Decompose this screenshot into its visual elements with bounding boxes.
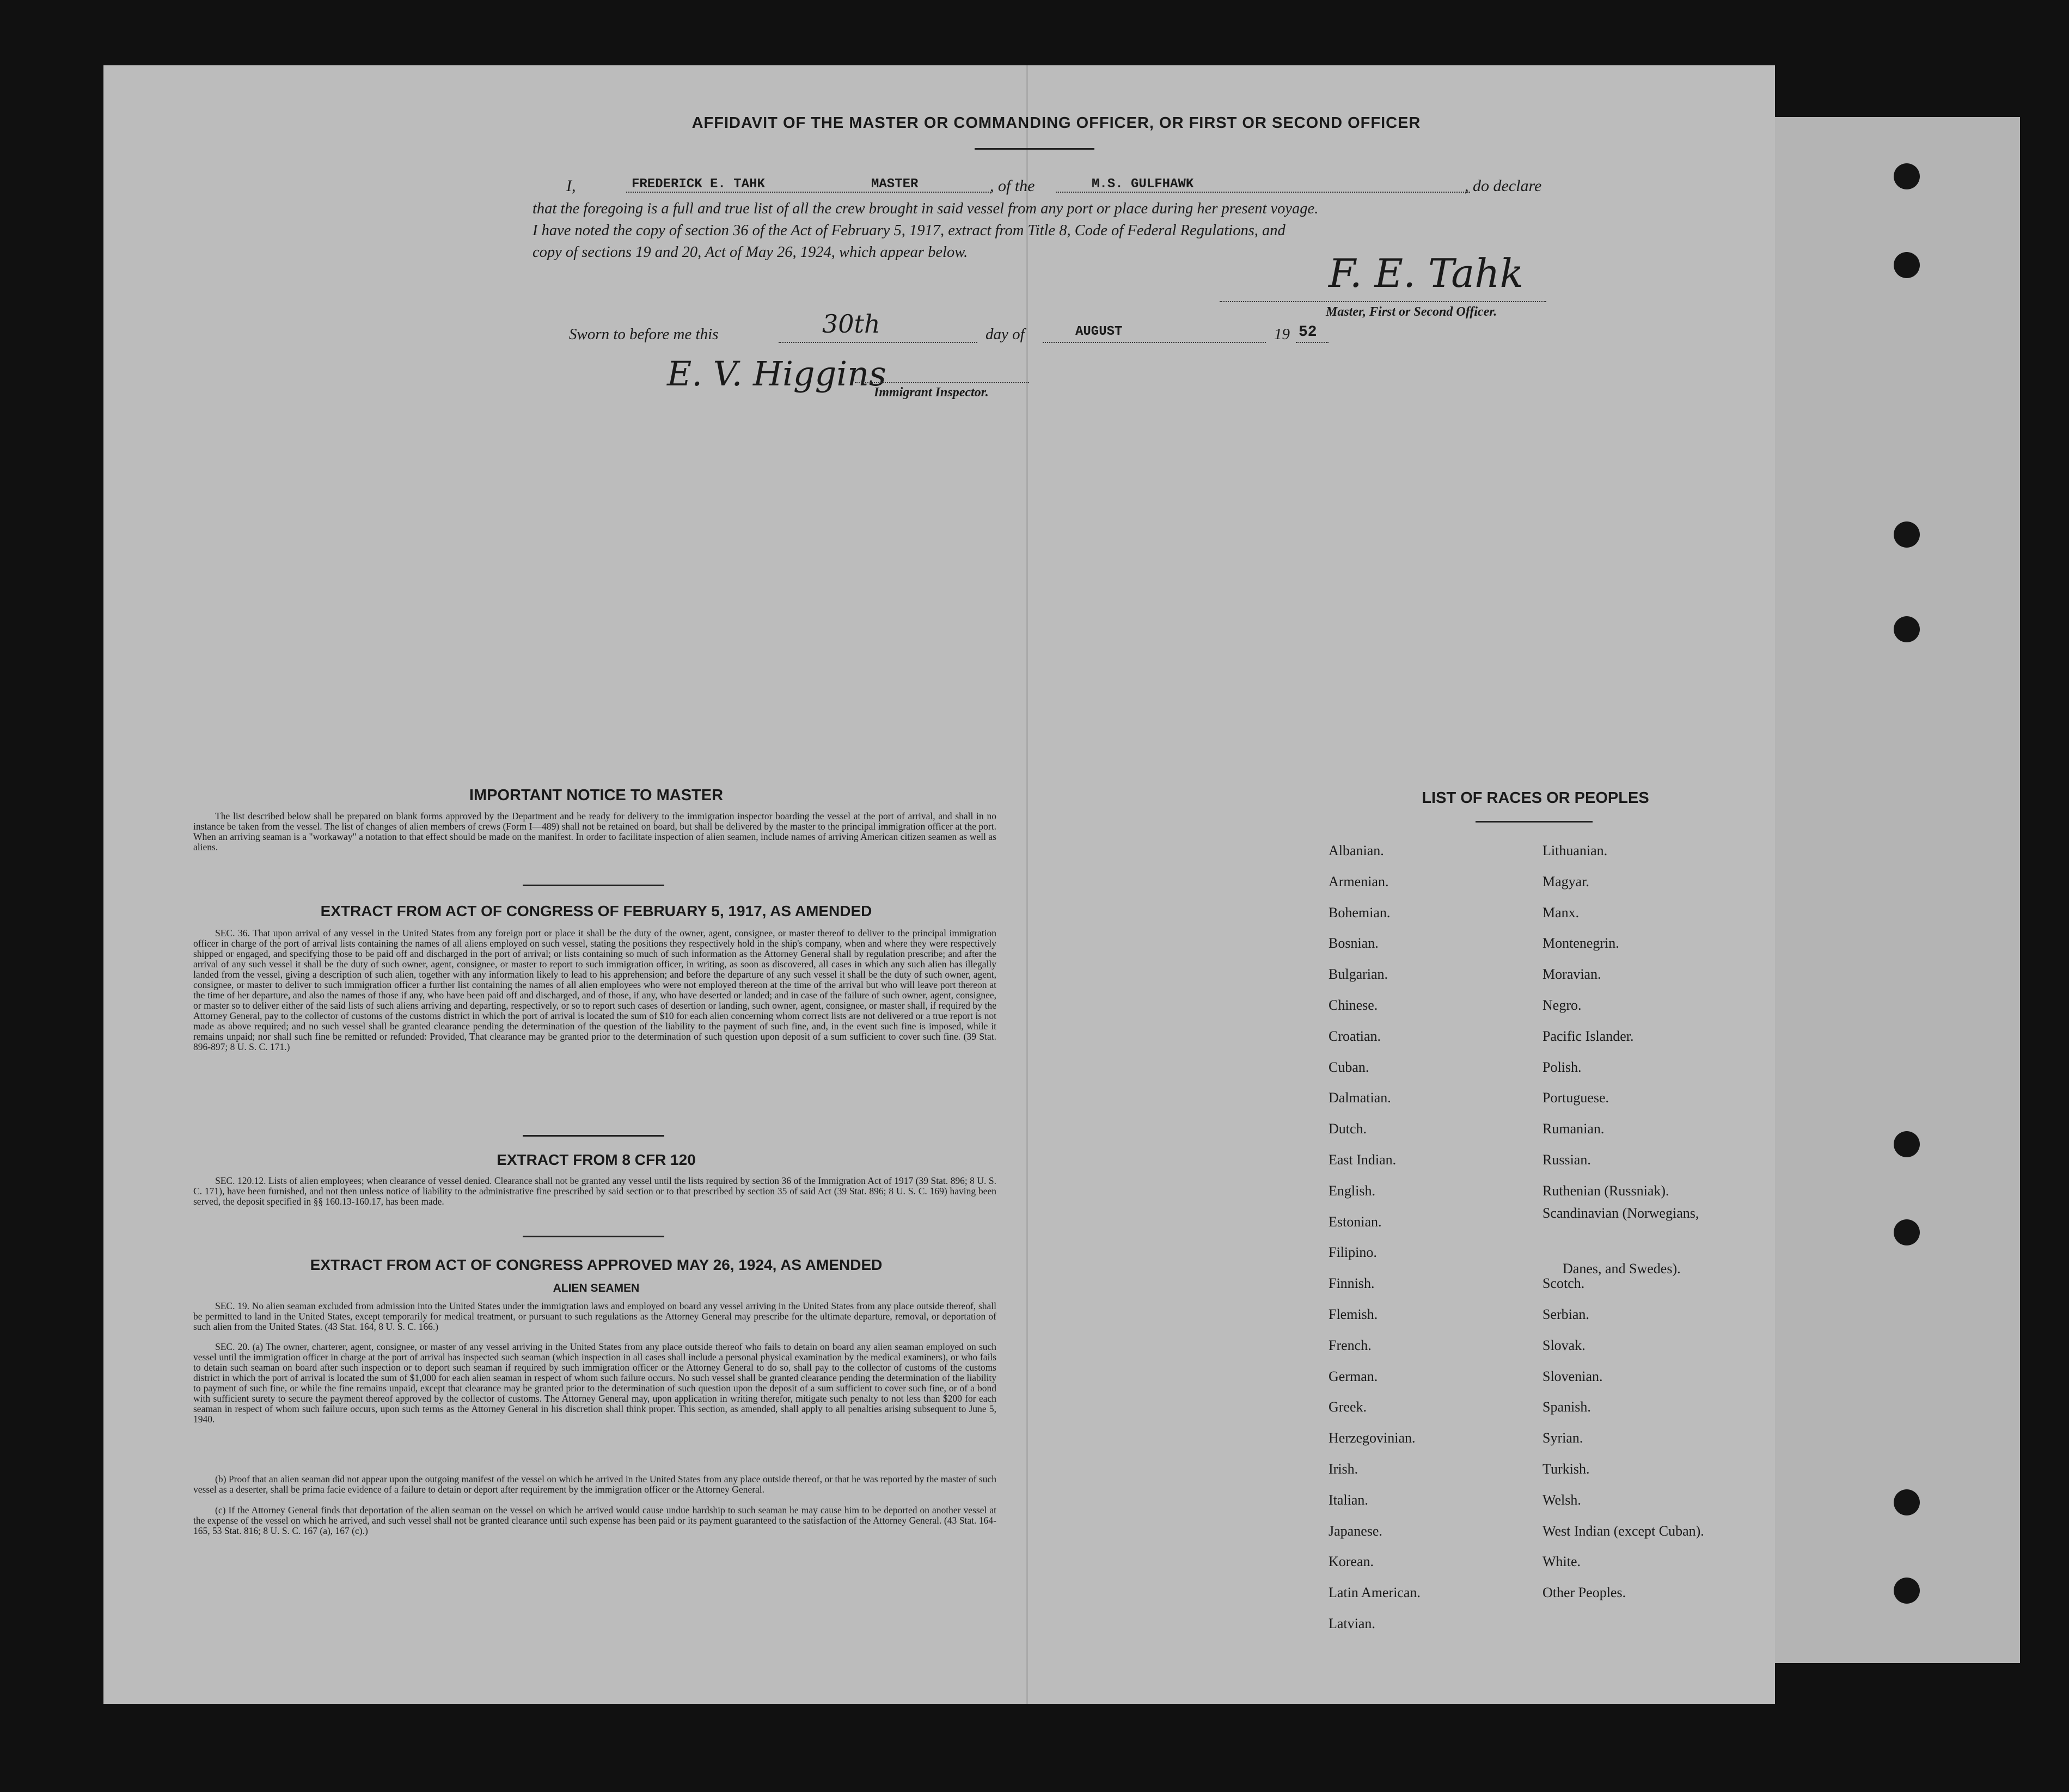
race-item: Negro. [1542,997,1582,1013]
extract-1924-sec20: SEC. 20. (a) The owner, charterer, agent, consignee, or master of any vessel arriving in the United States from any place outside thereof who fails to detain on board any alien seaman employed on such vessel until the immigration officer in charge at the port of arrival has inspected such seaman (which inspection in all cases shall include a personal physical examination by the medical examiners), or who fails to detain such seaman on board after such inspection or to deport such seaman if required by such immigration officer or the Attorney General to do so, shall pay to the collector of customs of the customs district in which the port of arrival is located the sum of $1,000 for each alien seaman in respect of whom such failure occurs. No such vessel shall be granted clearance pending the determination of the liability to payment of such fine, or while the fine remains unpaid, except that clearance may be granted prior to the determination of such question upon the deposit of a sum sufficient to cover such fine, or of a bond with sufficient surety to secure the payment thereof approved by the collector of customs. The Attorney General may, upon application in writing therefor, mitigate such penalty to not less than $200 for each seaman in respect of whom such failure occurs, upon such terms as the Attorney General in his discretion shall think proper. This section, as amended, shall apply to all penalties arising subsequent to June 5, 1940. [193,1341,996,1425]
race-item: Serbian. [1542,1306,1589,1322]
year-line [1296,342,1329,343]
master-signature-caption: Master, First or Second Officer. [1326,305,1497,319]
race-item: Herzegovinian. [1329,1430,1416,1446]
race-item: Irish. [1329,1461,1358,1477]
race-item: Manx. [1542,904,1580,920]
extract-cfr-title: EXTRACT FROM 8 CFR 120 [497,1151,696,1168]
race-item: Scotch. [1542,1275,1585,1292]
center-fold [1026,65,1028,1704]
inspector-caption: Immigrant Inspector. [874,385,989,400]
race-item: Montenegrin. [1542,935,1619,952]
sworn-month: AUGUST [1075,324,1123,339]
punch-hole [1894,1578,1920,1604]
extract-1924-b: (b) Proof that an alien seaman did not appear upon the outgoing manifest of the vessel on which he arrived in the United States from any place outside thereof, or that he was reported by the master of such vessel as a deserter, shall be prima facie evidence of a failure to detain or deport after requirement by the immigration officer or the Attorney General. [193,1474,996,1495]
divider [523,1135,664,1137]
race-item: Turkish. [1542,1461,1590,1477]
punch-hole [1894,1219,1920,1245]
divider [523,885,664,886]
race-item: Japanese. [1329,1523,1382,1539]
form-sheet [103,65,1775,1704]
of-the-label: , of the [990,177,1035,195]
race-item: Welsh. [1542,1492,1581,1508]
race-item: Bohemian. [1329,904,1391,920]
race-item: Ruthenian (Russniak). [1542,1182,1669,1199]
notice-body: The list described below shall be prepared on blank forms approved by the Department and be ready for delivery to the immigration inspector boarding the vessel at the port of arrival, and shall in no instance be taken from the vessel. The list of changes of alien members of crews (Form I—489) shall not be retained on board, but shall be delivered by the master to the principal immigration officer at the port. When an arriving seaman is a "workaway" a notation to that effect should be made on the manifest. In order to facilitate inspection of alien seamen, include names of arriving American citizen seamen as well as aliens. [193,811,996,852]
race-item: Finnish. [1329,1275,1375,1292]
name-line [626,192,991,193]
race-item: Rumanian. [1542,1121,1605,1137]
vessel-name: M.S. GULFHAWK [1092,177,1194,192]
race-item: Greek. [1329,1399,1367,1415]
race-item: East Indian. [1329,1152,1397,1168]
race-item: West Indian (except Cuban). [1542,1523,1704,1539]
vessel-line [1056,192,1470,193]
race-item: Polish. [1542,1059,1582,1075]
title-underline [975,148,1094,150]
race-item: Scandinavian (Norwegians, [1542,1205,1699,1221]
month-line [1043,342,1266,343]
master-signature-line [1220,301,1546,302]
race-item: German. [1329,1368,1378,1384]
inspector-signature: E. V. Higgins [667,354,886,394]
race-item: Armenian. [1329,873,1389,889]
race-item: Bosnian. [1329,935,1379,952]
race-item: Cuban. [1329,1059,1369,1075]
year-suffix: 52 [1299,324,1317,341]
affidavit-body-line2: I have noted the copy of section 36 of the Act of February 5, 1917, extract from Title 8, Code of Federal Regulations, and [532,222,1286,239]
affidavit-body-line3: copy of sections 19 and 20, Act of May 26, 1924, which appear below. [532,244,968,261]
race-item: Dalmatian. [1329,1090,1391,1106]
race-item: Albanian. [1329,843,1384,858]
day-of-label: day of [985,326,1025,343]
extract-1924-title: EXTRACT FROM ACT OF CONGRESS APPROVED MAY 26, 1924, AS AMENDED [310,1256,883,1273]
affidavit-body-line1: that the foregoing is a full and true list of all the crew brought in said vessel from any port or place during her present voyage. [532,200,1319,217]
race-item: White. [1542,1554,1581,1570]
extract-1924-subtitle: ALIEN SEAMEN [553,1282,640,1294]
year-prefix: 19 [1274,326,1290,343]
race-item: Syrian. [1542,1430,1583,1446]
race-item: Lithuanian. [1542,843,1608,858]
sworn-label: Sworn to before me this [569,326,719,343]
race-item: Spanish. [1542,1399,1591,1415]
race-item: Latin American. [1329,1585,1421,1601]
punch-hole [1894,521,1920,548]
race-item: Latvian. [1329,1616,1375,1631]
race-item: Other Peoples. [1542,1585,1626,1601]
race-item: Pacific Islander. [1542,1028,1634,1044]
extract-1917-body: SEC. 36. That upon arrival of any vessel in the United States from any foreign port or place it shall be the duty of the owner, agent, consignee, or master thereof to deliver to the principal immigration officer in charge of the port of arrival lists containing the names of all aliens employed on such vessel, stating the positions they respectively hold in the ship's company, when and where they were respectively shipped or engaged, and specifying those to be paid off and discharged in the port of arrival; or lists containing so much of such information as the Attorney General shall by regulation prescribe; and after the arrival of any such vessel it shall be the duty of such owner, agent, consignee, or master to report to such immigration officer, in writing, as soon as discovered, all cases in which any such alien has illegally landed from the vessel, giving a description of such alien, together with any information likely to lead to his apprehension; and before the departure of any such vessel it shall be the duty of such owner, agent, consignee, or master to deliver to such immigration officer a further list containing the names of all alien employees who were not employed thereon at the time of the arrival but who will leave port thereon at the time of her departure, and also the names of those if any, who have been paid off and discharged, and of those, if any, who have deserted or landed; and in case of the failure of such owner, agent, consignee, or master so to deliver either of the said lists of such aliens arriving and departing, respectively, or so to report such cases of desertion or landing, such owner, agent, consignee, or master shall, if required by the Attorney General, pay to the collector of customs of the customs district in which the port of arrival is located the sum of $10 for each alien concerning whom correct lists are not delivered or a true report is not made as above required; and no such vessel shall be granted clearance pending the determination of the question of the liability to the payment of such fine, and, in the event such fine is imposed, while it remains unpaid; nor shall such fine be remitted or refunded: Provided, That clearance may be granted prior to the determination of such question upon deposit of a sum sufficient to cover such fine. (39 Stat. 896-897; 8 U. S. C. 171.) [193,928,996,1052]
extract-1924-c: (c) If the Attorney General finds that deportation of the alien seaman on the vessel on which he arrived would cause undue hardship to such seaman he may cause him to be deported on another vessel at the expense of the vessel on which he arrived, and such vessel shall not be granted clearance until such expense has been paid or its payment guaranteed to the satisfaction of the Attorney General. (43 Stat. 164-165, 53 Stat. 816; 8 U. S. C. 167 (a), 167 (c).) [193,1505,996,1536]
punch-hole [1894,163,1920,189]
affidavit-title: AFFIDAVIT OF THE MASTER OR COMMANDING OFFICER, OR FIRST OR SECOND OFFICER [691,114,1421,132]
i-label: I, [566,177,576,195]
race-item: Bulgarian. [1329,966,1388,983]
race-item: Russian. [1542,1152,1591,1168]
day-line [779,342,977,343]
race-item: Slovak. [1542,1337,1586,1353]
race-item: Italian. [1329,1492,1368,1508]
race-item: Chinese. [1329,997,1378,1013]
races-underline [1476,821,1593,823]
extract-cfr-body: SEC. 120.12. Lists of alien employees; when clearance of vessel denied. Clearance shall not be granted any vessel until the lists required by section 36 of the Immigration Act of 1917 (39 Stat. 896; 8 U. S. C. 171), have been furnished, and not then unless notice of liability to the administrative fine prescribed by said section or to that prescribed by section 35 of said Act (39 Stat. 896; 8 U. S. C. 169) having been served, the deposit specified in §§ 160.13-160.17, has been made. [193,1175,996,1207]
extract-1917-title: EXTRACT FROM ACT OF CONGRESS OF FEBRUARY 5, 1917, AS AMENDED [320,903,872,919]
race-item: Korean. [1329,1554,1374,1570]
race-item: French. [1329,1337,1372,1353]
sworn-day: 30th [822,309,880,339]
race-item: Dutch. [1329,1121,1367,1137]
extract-1924-sec19: SEC. 19. No alien seaman excluded from admission into the United States under the immigration laws and employed on board any vessel arriving in the United States from any place outside thereof, shall be permitted to land in the United States, except temporarily for medical treatment, or pursuant to such regulations as the Attorney General may prescribe for the ultimate departure, removal, or deportation of such alien from the United States. (43 Stat. 164, 8 U. S. C. 166.) [193,1300,996,1332]
race-item: Moravian. [1542,966,1601,983]
punch-hole [1894,1489,1920,1515]
race-item: Slovenian. [1542,1368,1603,1384]
race-item: Filipino. [1329,1244,1377,1261]
race-item: Magyar. [1542,873,1589,889]
punch-hole [1894,1131,1920,1157]
notice-title: IMPORTANT NOTICE TO MASTER [469,787,724,804]
do-declare-label: , do declare [1465,177,1542,195]
back-page-flap [1775,117,2020,1663]
master-rank: MASTER [871,177,919,192]
master-name: FREDERICK E. TAHK [632,177,765,192]
race-item: Estonian. [1329,1213,1382,1230]
race-item: Portuguese. [1542,1090,1609,1106]
inspector-line [855,382,1029,383]
race-item: Flemish. [1329,1306,1378,1322]
punch-hole [1894,252,1920,278]
race-item: Danes, and Swedes). [1563,1261,1681,1277]
punch-hole [1894,616,1920,642]
race-item: Croatian. [1329,1028,1381,1044]
race-item: English. [1329,1182,1375,1199]
divider [523,1236,664,1237]
races-title: LIST OF RACES OR PEOPLES [1422,789,1649,807]
master-signature: F. E. Tahk [1329,250,1524,296]
